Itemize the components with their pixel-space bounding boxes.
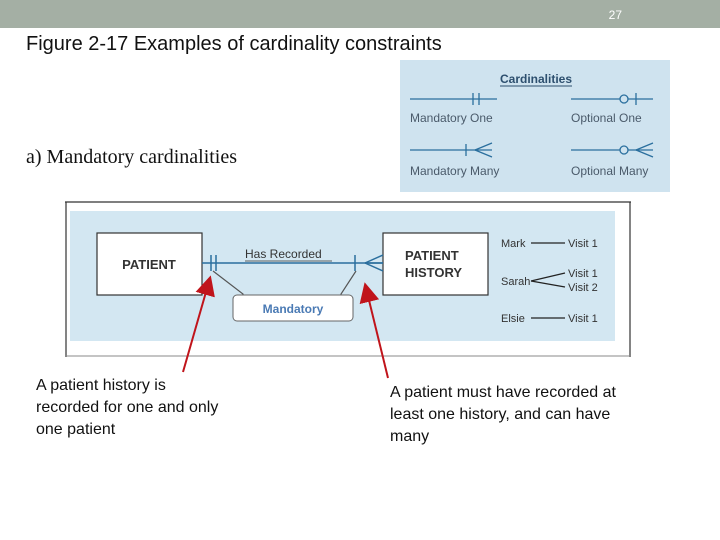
mandatory-callout-label: Mandatory <box>262 302 324 316</box>
instance-sarah-visit-2: Visit 2 <box>568 282 598 294</box>
instance-sarah-visit-1: Visit 1 <box>568 268 598 280</box>
legend-mandatory-many-label: Mandatory Many <box>410 164 500 178</box>
arrow-to-mandatory-many <box>367 292 388 378</box>
relationship-label: Has Recorded <box>245 247 322 261</box>
instance-name-mark: Mark <box>501 238 526 250</box>
entity-patient-label: PATIENT <box>122 257 176 272</box>
legend-optional-one-label: Optional One <box>571 111 642 125</box>
slide-number: 27 <box>608 8 622 22</box>
slide-subtitle: a) Mandatory cardinalities <box>26 146 238 168</box>
instance-name-sarah: Sarah <box>501 276 531 288</box>
legend-mandatory-one-label: Mandatory One <box>410 111 493 125</box>
entity-patient-history-line1: PATIENT <box>405 248 459 263</box>
instance-elsie-visit-1: Visit 1 <box>568 313 598 325</box>
legend-title: Cardinalities <box>500 72 573 86</box>
legend-optional-many-label: Optional Many <box>571 164 649 178</box>
instance-name-elsie: Elsie <box>501 313 525 325</box>
slide-title: Figure 2-17 Examples of cardinality constraints <box>26 33 442 55</box>
instance-mark-visit-1: Visit 1 <box>568 238 598 250</box>
note-one-patient: A patient history is recorded for one and only one patient <box>36 377 219 438</box>
arrow-to-mandatory-one <box>183 285 208 372</box>
note-many-histories: A patient must have recorded at least one history, and can have many <box>390 384 616 445</box>
entity-patient-history-line2: HISTORY <box>405 265 463 280</box>
